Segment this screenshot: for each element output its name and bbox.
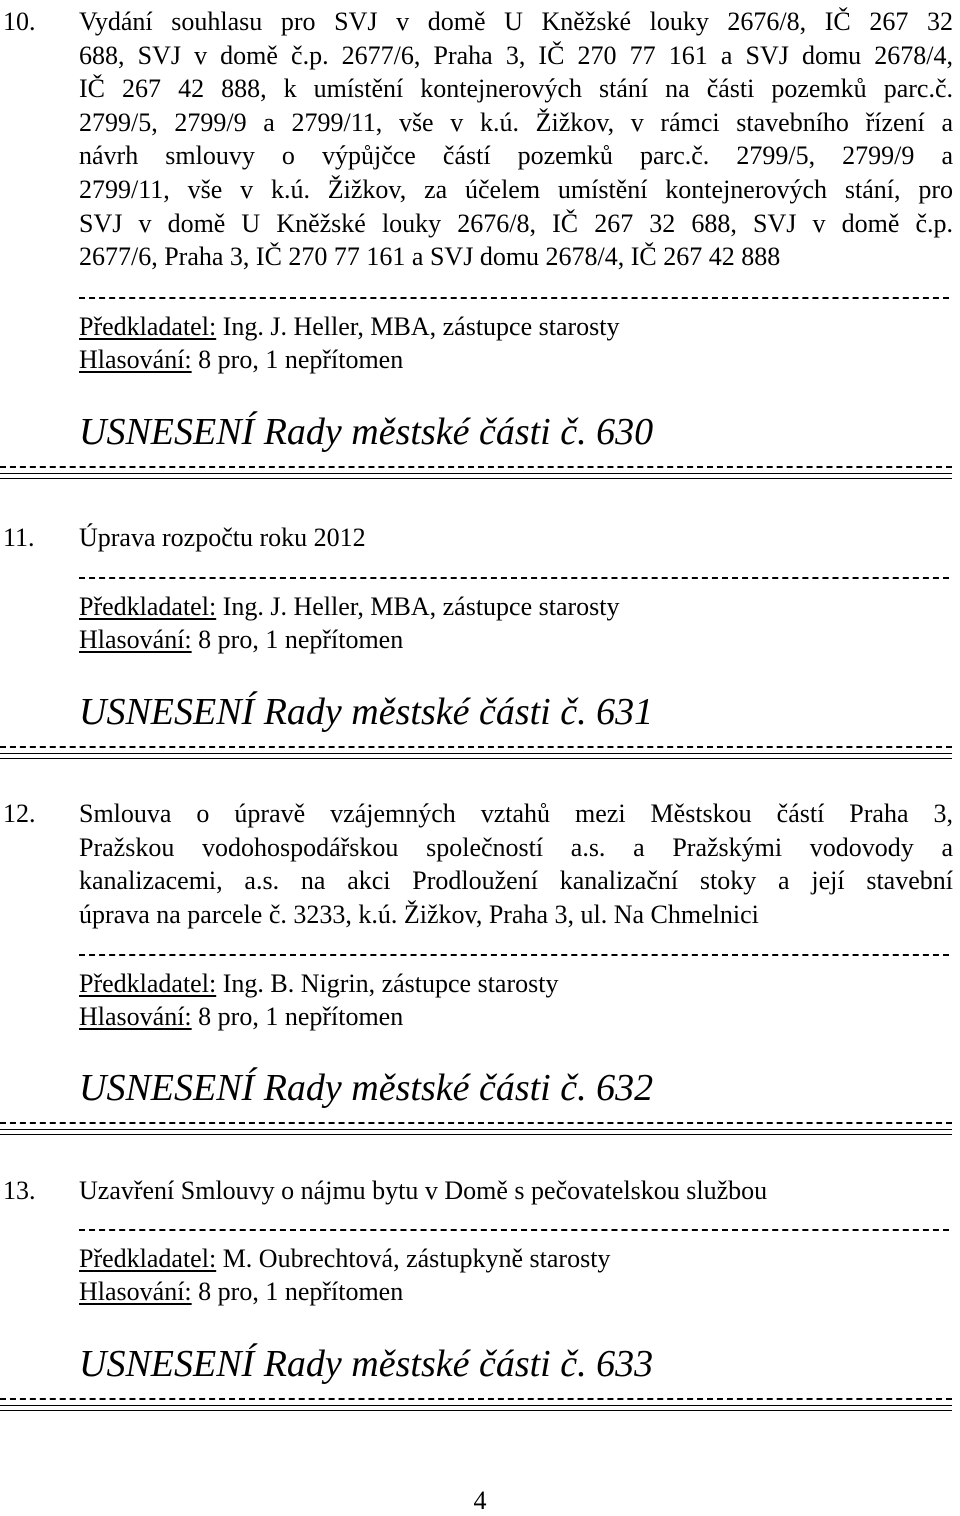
hlasovani-line [79,1275,403,1309]
text-line: Pražskou vodohospodářskou společností a.s. a Pražskými vodovody a [79,832,953,862]
text-line: Uzavření Smlouvy o nájmu bytu v Domě s pečovatelskou službou [79,1176,768,1205]
item-number: 11. [3,523,35,552]
page-number: 4 [473,1486,487,1515]
predkladatel-line [79,1242,610,1276]
usneseni-heading: USNESENÍ Rady městské části č. 631 [79,691,654,733]
text-line: návrh smlouvy o výpůjčce částí pozemků parc.č. 2799/5, 2799/9 a [79,141,953,171]
item-text [79,5,953,274]
separator-dashed [79,954,949,956]
predkladatel-value: Ing. B. Nigrin, zástupce starosty [216,969,559,998]
predkladatel-line [79,967,558,1001]
hlasovani-value: 8 pro, 1 nepřítomen [191,345,404,374]
text-line: 2799/11, vše v k.ú. Žižkov, za účelem umístění kontejnerových stání, pro [79,174,953,204]
item-text [79,797,953,931]
text-line: IČ 267 42 888, k umístění kontejnerových stání na části pozemků parc.č. [79,74,953,104]
hlasovani-line [79,1000,403,1034]
section-rule [0,746,952,759]
predkladatel-value: Ing. J. Heller, MBA, zástupce starosty [216,592,620,621]
hlasovani-line [79,623,403,657]
text-line: 2799/5, 2799/9 a 2799/11, vše v k.ú. Žižkov, v rámci stavebního řízení a [79,107,953,137]
separator-dashed [79,1229,949,1231]
text-line: 688, SVJ v domě č.p. 2677/6, Praha 3, IČ 270 77 161 a SVJ domu 2678/4, [79,40,953,70]
hlasovani-value: 8 pro, 1 nepřítomen [191,1277,404,1306]
usneseni-heading: USNESENÍ Rady městské části č. 633 [79,1343,654,1385]
section-rule [0,466,952,479]
usneseni-heading: USNESENÍ Rady městské části č. 632 [79,1067,654,1109]
predkladatel-value: M. Oubrechtová, zástupkyně starosty [216,1244,611,1273]
text-line: Úprava rozpočtu roku 2012 [79,523,366,552]
predkladatel-label: Předkladatel: [79,592,217,621]
separator-dashed [79,577,949,579]
hlasovani-line [79,343,403,377]
predkladatel-line [79,590,620,624]
text-line: 2677/6, Praha 3, IČ 270 77 161 a SVJ domu 2678/4, IČ 267 42 888 [79,242,781,272]
separator-dashed [79,297,949,299]
text-line: SVJ v domě U Kněžské louky 2676/8, IČ 267 32 688, SVJ v domě č.p. [79,208,953,238]
hlasovani-label: Hlasování: [79,1002,192,1031]
text-line: kanalizacemi, a.s. na akci Prodloužení kanalizační stoky a její stavební [79,866,953,896]
text-line: úprava na parcele č. 3233, k.ú. Žižkov, Praha 3, ul. Na Chmelnici [79,899,759,929]
predkladatel-label: Předkladatel: [79,969,217,998]
hlasovani-label: Hlasování: [79,1277,192,1306]
section-rule [0,1398,952,1411]
item-number: 10. [3,7,36,36]
predkladatel-value: Ing. J. Heller, MBA, zástupce starosty [216,312,620,341]
section-rule [0,1122,952,1135]
hlasovani-value: 8 pro, 1 nepřítomen [191,1002,404,1031]
item-text [79,1174,953,1208]
text-line: Vydání souhlasu pro SVJ v domě U Kněžské louky 2676/8, IČ 267 32 [79,7,953,36]
usneseni-heading: USNESENÍ Rady městské části č. 630 [79,411,654,453]
item-number: 13. [3,1176,36,1205]
hlasovani-label: Hlasování: [79,625,192,654]
hlasovani-label: Hlasování: [79,345,192,374]
item-number: 12. [3,799,36,828]
predkladatel-label: Předkladatel: [79,312,217,341]
text-line: Smlouva o úpravě vzájemných vztahů mezi Městskou částí Praha 3, [79,799,953,828]
hlasovani-value: 8 pro, 1 nepřítomen [191,625,404,654]
predkladatel-line [79,310,620,344]
item-text [79,521,953,555]
predkladatel-label: Předkladatel: [79,1244,217,1273]
